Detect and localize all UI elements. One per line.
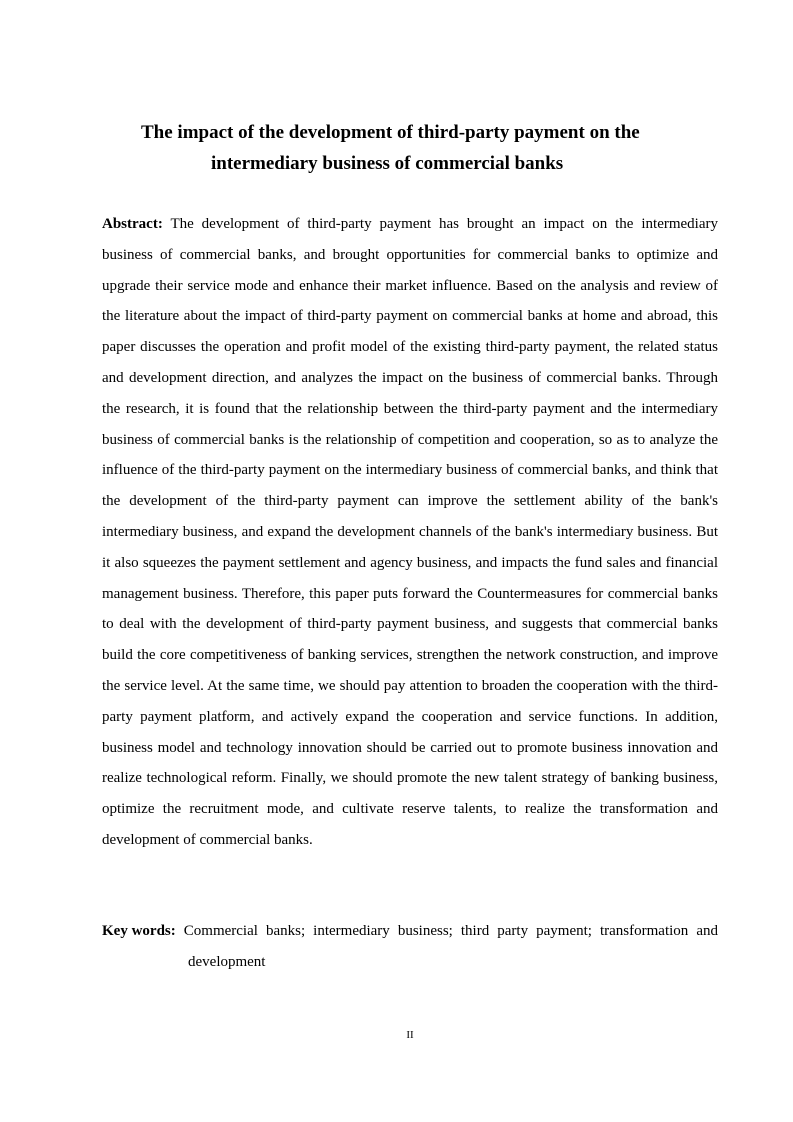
keywords-line-1 [102, 916, 718, 947]
title-block [100, 117, 740, 179]
paper-title [100, 117, 740, 179]
keyword-word: transformation [599, 923, 689, 939]
keyword-word: banks; [265, 923, 306, 939]
abstract-paragraph [102, 209, 718, 856]
keyword-word: business; [397, 923, 453, 939]
keywords-section [102, 916, 718, 978]
keywords-label: Key words: [102, 923, 176, 939]
keywords-continuation: development [188, 954, 266, 970]
keyword-word: payment; [536, 923, 592, 939]
abstract-label: Abstract: [102, 216, 163, 232]
title-line-2: intermediary business of commercial banks [211, 153, 564, 174]
page-number: II [406, 1029, 414, 1041]
keyword-word: and [696, 923, 718, 939]
title-line-1: The impact of the development of third-party payment on the [141, 122, 640, 143]
keyword-word: party [497, 923, 529, 939]
keyword-word: third [460, 923, 490, 939]
keyword-word: intermediary [313, 923, 390, 939]
abstract-text: The development of third-party payment has brought an impact on the intermediary business of commercial banks, and brought opportunities for commercial banks to optimize and upgrade their service mode and enhance their market influence. Based on the analysis and review of the literature about the impact of third-party payment on commercial banks at home and abroad, this paper discusses the operation and profit model of the existing third-party payment, the related status and development direction, and analyzes the impact on the business of commercial banks. Through the research, it is found that the relationship between the third-party payment and the intermediary business of commercial banks is the relationship of competition and cooperation, so as to analyze the influence of the third-party payment on the intermediary business of commercial banks, and think that the development of the third-party payment can improve the settlement ability of the bank's intermediary business, and expand the development channels of the bank's intermediary business. But it also squeezes the payment settlement and agency business, and impacts the fund sales and financial management business. Therefore, this paper puts forward the Countermeasures for commercial banks to deal with the development of third-party payment business, and suggests that commercial banks build the core competitiveness of banking services, strengthen the network construction, and improve the service level. At the same time, we should pay attention to broaden the cooperation with the third-party payment platform, and actively expand the cooperation and service functions. In addition, business model and technology innovation should be carried out to promote business innovation and realize technological reform. Finally, we should promote the new talent strategy of banking business, optimize the recruitment mode, and cultivate reserve talents, to realize the transformation and development of commercial banks. [102, 216, 718, 848]
keyword-word: Commercial [183, 923, 258, 939]
